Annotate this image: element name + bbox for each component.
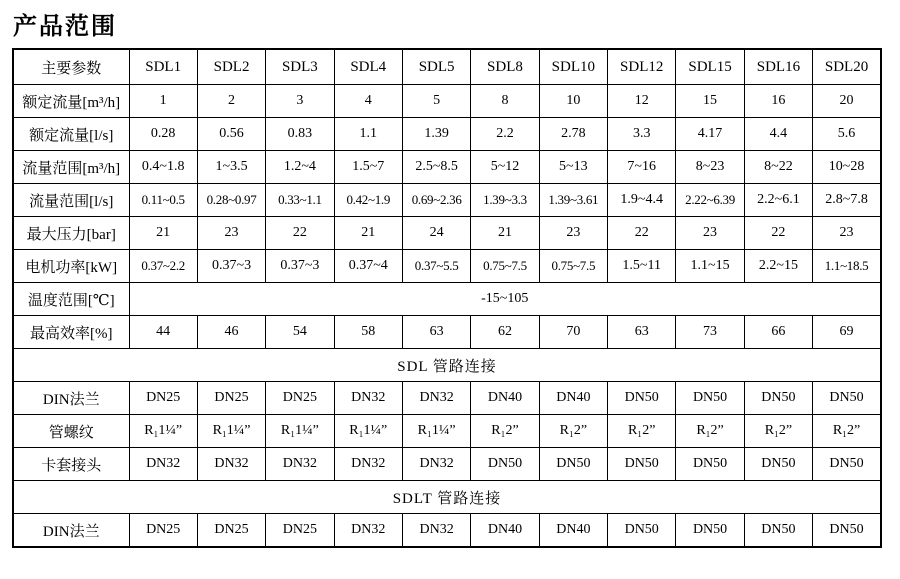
- model-column-header: SDL10: [539, 49, 607, 85]
- table-cell: 1.9~4.4: [608, 184, 676, 217]
- model-column-header: SDL12: [608, 49, 676, 85]
- table-cell: 22: [608, 217, 676, 250]
- table-cell: 1~3.5: [197, 151, 265, 184]
- table-cell: DN25: [197, 382, 265, 415]
- model-column-header: SDL3: [266, 49, 334, 85]
- header-row: [13, 49, 881, 85]
- table-cell: 5: [402, 85, 470, 118]
- table-cell: DN50: [676, 514, 744, 548]
- table-cell: 1.5~11: [608, 250, 676, 283]
- table-row: [13, 514, 881, 548]
- table-cell: DN32: [334, 514, 402, 548]
- table-cell: 23: [813, 217, 881, 250]
- table-cell: DN50: [744, 382, 812, 415]
- row-label: 额定流量[m³/h]: [13, 85, 129, 118]
- table-cell: 22: [266, 217, 334, 250]
- table-cell: DN50: [744, 514, 812, 548]
- table-cell: DN25: [266, 382, 334, 415]
- section-band-label: SDLT 管路连接: [13, 481, 881, 514]
- table-cell: 46: [197, 316, 265, 349]
- table-cell: 66: [744, 316, 812, 349]
- table-cell: 4.4: [744, 118, 812, 151]
- table-cell: 8~22: [744, 151, 812, 184]
- table-cell: 21: [129, 217, 197, 250]
- row-label: 流量范围[m³/h]: [13, 151, 129, 184]
- row-label: 最大压力[bar]: [13, 217, 129, 250]
- table-cell-span: -15~105: [129, 283, 881, 316]
- table-cell: 1.1: [334, 118, 402, 151]
- table-cell: DN32: [266, 448, 334, 481]
- table-cell: DN40: [539, 514, 607, 548]
- table-cell: 0.28: [129, 118, 197, 151]
- table-cell: 0.56: [197, 118, 265, 151]
- table-cell: DN25: [129, 514, 197, 548]
- table-row: [13, 415, 881, 448]
- row-label: 流量范围[l/s]: [13, 184, 129, 217]
- table-cell: 58: [334, 316, 402, 349]
- table-cell: 0.11~0.5: [129, 184, 197, 217]
- table-row: [13, 118, 881, 151]
- table-row: [13, 481, 881, 514]
- table-cell: 5~13: [539, 151, 607, 184]
- product-range-table: [12, 48, 882, 548]
- row-label: 额定流量[l/s]: [13, 118, 129, 151]
- table-cell: DN50: [813, 514, 881, 548]
- table-cell: DN50: [471, 448, 539, 481]
- table-cell: 15: [676, 85, 744, 118]
- table-cell: R₁2”: [608, 415, 676, 448]
- table-cell: 44: [129, 316, 197, 349]
- table-cell: R₁1¼”: [334, 415, 402, 448]
- table-cell: 2.22~6.39: [676, 184, 744, 217]
- table-cell: 1: [129, 85, 197, 118]
- table-cell: 10: [539, 85, 607, 118]
- table-cell: 63: [608, 316, 676, 349]
- row-label: DIN法兰: [13, 514, 129, 548]
- table-cell: 22: [744, 217, 812, 250]
- table-cell: 23: [539, 217, 607, 250]
- model-column-header: SDL1: [129, 49, 197, 85]
- table-cell: 63: [402, 316, 470, 349]
- table-row: [13, 85, 881, 118]
- table-cell: R₁1¼”: [197, 415, 265, 448]
- table-cell: R₁2”: [471, 415, 539, 448]
- table-cell: DN32: [402, 382, 470, 415]
- table-cell: 0.69~2.36: [402, 184, 470, 217]
- table-cell: 3: [266, 85, 334, 118]
- table-cell: R₁1¼”: [129, 415, 197, 448]
- table-row: [13, 151, 881, 184]
- table-cell: DN32: [197, 448, 265, 481]
- table-cell: 7~16: [608, 151, 676, 184]
- table-row: [13, 217, 881, 250]
- table-cell: 10~28: [813, 151, 881, 184]
- table-cell: 1.39~3.61: [539, 184, 607, 217]
- table-cell: 2: [197, 85, 265, 118]
- table-cell: DN32: [129, 448, 197, 481]
- table-cell: DN25: [197, 514, 265, 548]
- table-cell: 0.33~1.1: [266, 184, 334, 217]
- table-cell: 21: [334, 217, 402, 250]
- table-cell: 23: [197, 217, 265, 250]
- page-title: 产品范围: [13, 13, 117, 40]
- row-label: 管螺纹: [13, 415, 129, 448]
- table-cell: 4.17: [676, 118, 744, 151]
- table-cell: DN40: [539, 382, 607, 415]
- table-cell: 1.5~7: [334, 151, 402, 184]
- table-row: [13, 184, 881, 217]
- row-label: DIN法兰: [13, 382, 129, 415]
- table-cell: 2.78: [539, 118, 607, 151]
- section-band-label: SDL 管路连接: [13, 349, 881, 382]
- table-row: [13, 382, 881, 415]
- table-cell: DN50: [676, 382, 744, 415]
- table-cell: 0.75~7.5: [539, 250, 607, 283]
- model-column-header: SDL2: [197, 49, 265, 85]
- table-cell: 5.6: [813, 118, 881, 151]
- param-column-header: 主要参数: [13, 49, 129, 85]
- table-cell: 24: [402, 217, 470, 250]
- table-cell: 20: [813, 85, 881, 118]
- table-cell: 21: [471, 217, 539, 250]
- table-cell: DN25: [266, 514, 334, 548]
- table-cell: 69: [813, 316, 881, 349]
- table-cell: 1.39: [402, 118, 470, 151]
- model-column-header: SDL8: [471, 49, 539, 85]
- table-cell: R₁2”: [813, 415, 881, 448]
- table-cell: 0.75~7.5: [471, 250, 539, 283]
- table-cell: 0.37~3: [197, 250, 265, 283]
- table-cell: DN32: [334, 448, 402, 481]
- table-cell: DN50: [608, 382, 676, 415]
- table-cell: 8~23: [676, 151, 744, 184]
- table-cell: 16: [744, 85, 812, 118]
- table-cell: DN50: [539, 448, 607, 481]
- model-column-header: SDL15: [676, 49, 744, 85]
- row-label: 最高效率[%]: [13, 316, 129, 349]
- table-row: [13, 316, 881, 349]
- table-cell: 0.4~1.8: [129, 151, 197, 184]
- table-cell: DN50: [744, 448, 812, 481]
- table-cell: 2.2: [471, 118, 539, 151]
- row-label: 温度范围[℃]: [13, 283, 129, 316]
- table-cell: 2.5~8.5: [402, 151, 470, 184]
- table-cell: DN50: [813, 382, 881, 415]
- table-cell: 73: [676, 316, 744, 349]
- table-cell: 12: [608, 85, 676, 118]
- table-cell: R₁2”: [539, 415, 607, 448]
- table-cell: 8: [471, 85, 539, 118]
- table-cell: 0.37~2.2: [129, 250, 197, 283]
- table-cell: 5~12: [471, 151, 539, 184]
- table-cell: 0.37~3: [266, 250, 334, 283]
- table-cell: 1.39~3.3: [471, 184, 539, 217]
- table-cell: DN50: [608, 514, 676, 548]
- table-cell: DN32: [402, 514, 470, 548]
- table-cell: R₁1¼”: [402, 415, 470, 448]
- table-cell: 0.83: [266, 118, 334, 151]
- row-label: 卡套接头: [13, 448, 129, 481]
- table-body: [13, 85, 881, 548]
- table-cell: R₁2”: [744, 415, 812, 448]
- table-cell: 23: [676, 217, 744, 250]
- model-column-header: SDL5: [402, 49, 470, 85]
- table-cell: DN40: [471, 382, 539, 415]
- table-cell: 2.8~7.8: [813, 184, 881, 217]
- table-cell: DN50: [813, 448, 881, 481]
- table-cell: 2.2~6.1: [744, 184, 812, 217]
- row-label: 电机功率[kW]: [13, 250, 129, 283]
- table-cell: 54: [266, 316, 334, 349]
- model-column-header: SDL16: [744, 49, 812, 85]
- table-cell: 1.1~18.5: [813, 250, 881, 283]
- table-cell: DN32: [402, 448, 470, 481]
- table-row: [13, 448, 881, 481]
- table-cell: 1.2~4: [266, 151, 334, 184]
- table-row: [13, 250, 881, 283]
- table-cell: 70: [539, 316, 607, 349]
- table-cell: 2.2~15: [744, 250, 812, 283]
- table-cell: 4: [334, 85, 402, 118]
- table-cell: R₁1¼”: [266, 415, 334, 448]
- table-cell: 1.1~15: [676, 250, 744, 283]
- table-row: [13, 349, 881, 382]
- table-cell: DN50: [676, 448, 744, 481]
- table-row: [13, 283, 881, 316]
- model-column-header: SDL20: [813, 49, 881, 85]
- table-cell: DN40: [471, 514, 539, 548]
- table-cell: DN25: [129, 382, 197, 415]
- model-column-header: SDL4: [334, 49, 402, 85]
- table-cell: 0.37~5.5: [402, 250, 470, 283]
- table-cell: 0.42~1.9: [334, 184, 402, 217]
- table-cell: 0.28~0.97: [197, 184, 265, 217]
- table-cell: 3.3: [608, 118, 676, 151]
- table-cell: DN50: [608, 448, 676, 481]
- table-cell: R₁2”: [676, 415, 744, 448]
- table-cell: 0.37~4: [334, 250, 402, 283]
- table-cell: DN32: [334, 382, 402, 415]
- table-cell: 62: [471, 316, 539, 349]
